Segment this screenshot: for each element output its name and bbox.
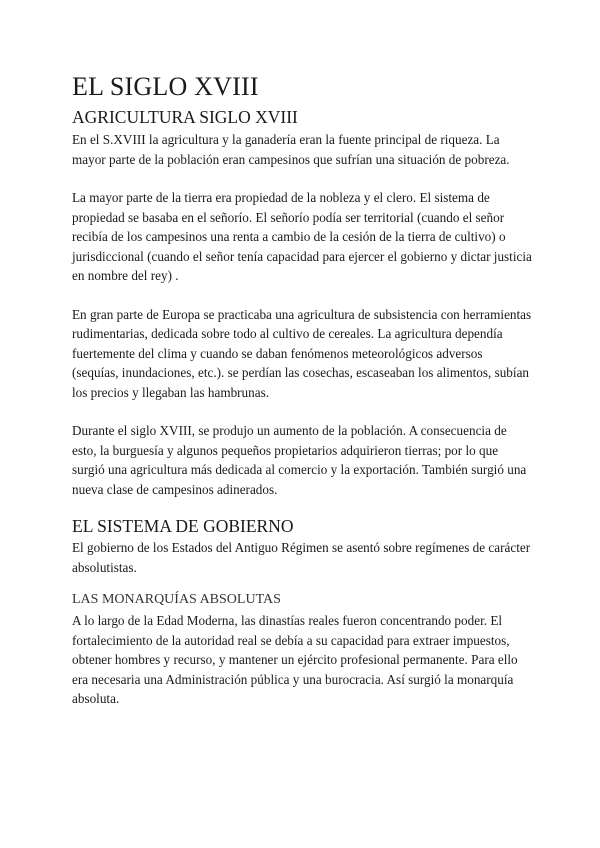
paragraph-agriculture-1: En el S.XVIII la agricultura y la ganadería eran la fuente principal de riqueza. La mayor parte de la población eran campesinos que sufrían una situación de pobreza. (72, 132, 510, 167)
paragraph-spacer (72, 286, 532, 305)
paragraph-absolute-monarchies: A lo largo de la Edad Moderna, las dinastías reales fueron concentrando poder. El fortalecimiento de la autoridad real se debía a su capacidad para extraer impuestos, obtener hombres y recurso, y mantener un ejército profesional permanente. Para ello era necesaria una Administración pública y una burocracia. Así surgió la monarquía absoluta. (72, 613, 518, 706)
section-spacer (72, 577, 532, 589)
paragraph-government-intro: El gobierno de los Estados del Antiguo Régimen se asentó sobre regímenes de carácter absolutistas. (72, 540, 531, 575)
document-page (72, 70, 532, 709)
paragraph-spacer (72, 402, 532, 421)
heading-absolute-monarchies: LAS MONARQUÍAS ABSOLUTAS (72, 592, 281, 607)
heading-agriculture: AGRICULTURA SIGLO XVIII (72, 107, 298, 127)
paragraph-agriculture-2: La mayor parte de la tierra era propiedad de la nobleza y el clero. El sistema de propiedad se basaba en el señorío. El señorío podía ser territorial (cuando el señor recibía de los campesinos una renta a cambio de la cesión de la tierra de cultivo) o jurisdiccional (cuando el señor tenía capacidad para ejercer el gobierno y dictar justicia en nombre del rey) . (72, 190, 532, 283)
section-spacer (72, 499, 532, 514)
paragraph-spacer (72, 169, 532, 188)
paragraph-agriculture-4: Durante el siglo XVIII, se produjo un aumento de la población. A consecuencia de esto, la burguesía y algunos pequeños propietarios adquirieron tierras; por lo que surgió una agricultura más dedicada al comercio y la exportación. También surgió una nueva clase de campesinos adinerados. (72, 423, 527, 497)
document-title: EL SIGLO XVIII (72, 72, 259, 101)
paragraph-agriculture-3: En gran parte de Europa se practicaba una agricultura de subsistencia con herramientas rudimentarias, dedicada sobre todo al cultivo de cereales. La agricultura dependía fuertemente del clima y cuando se daban fenómenos meteorológicos adversos (sequías, inundaciones, etc.). se perdían las cosechas, escaseaban los alimentos, subían los precios y llegaban las hambrunas. (72, 306, 532, 400)
heading-government: EL SISTEMA DE GOBIERNO (72, 516, 294, 536)
